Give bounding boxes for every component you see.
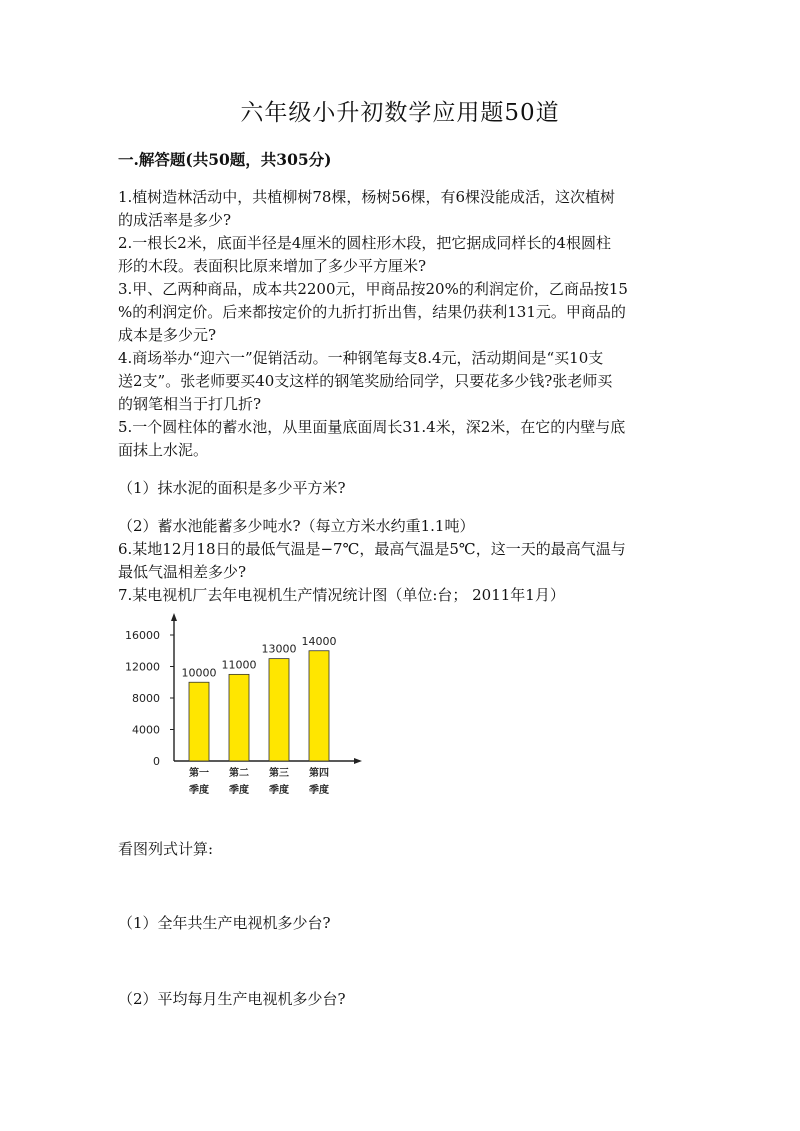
y-axis-arrow [171, 613, 177, 621]
y-tick-label: 0 [153, 755, 160, 768]
bar [269, 659, 289, 761]
question-line: 送2支”。张老师要买40支这样的钢笔奖励给同学，只要花多少钱?张老师买 [118, 372, 613, 390]
question-line: 5.一个圆柱体的蓄水池，从里面量底面周长31.4米，深2米，在它的内壁与底 [118, 418, 626, 436]
bar-data-label: 13000 [261, 642, 297, 656]
question-line: 成本是多少元? [118, 326, 217, 344]
y-tick-label: 4000 [132, 723, 160, 737]
x-category-label: 季度 [309, 785, 329, 796]
question-line: 3.甲、乙两种商品，成本共2200元，甲商品按20%的利润定价，乙商品按15 [118, 280, 628, 298]
bar-data-label: 11000 [221, 658, 257, 672]
q5-sub2: （2）蓄水池能蓄多少吨水?（每立方米水约重1.1吨） [118, 517, 475, 535]
question-line: 面抹上水泥。 [118, 441, 209, 459]
section-heading: 一.解答题(共50题，共305分) [118, 150, 332, 169]
question-line: 的钢笔相当于打几折? [118, 395, 262, 413]
x-category-label: 季度 [189, 785, 209, 796]
bar-data-label: 14000 [301, 634, 337, 648]
bar [229, 674, 249, 761]
bar-data-label: 10000 [181, 666, 217, 680]
x-category-label: 第一 [189, 768, 209, 779]
spacer [118, 462, 688, 477]
question-line: 6.某地12月18日的最低气温是−7℃，最高气温是5℃，这一天的最高气温与 [118, 540, 626, 558]
x-category-label: 第四 [309, 768, 329, 779]
question-line: %的利润定价。后来都按定价的九折打折出售，结果仍获利131元。甲商品的 [118, 303, 626, 321]
bar-chart [110, 605, 370, 805]
question-list [118, 186, 688, 607]
x-category-label: 季度 [229, 785, 249, 796]
q5-sub1: （1）抹水泥的面积是多少平方米? [118, 479, 346, 497]
x-category-label: 第三 [269, 768, 289, 779]
question-line: 的成活率是多少? [118, 211, 232, 229]
x-axis-arrow [354, 758, 362, 764]
spacer [118, 500, 688, 515]
y-tick-label: 16000 [125, 629, 160, 642]
question-line: 形的木段。表面积比原来增加了多少平方厘米? [118, 257, 427, 275]
question-line: 2.一根长2米，底面半径是4厘米的圆柱形木段，把它据成同样长的4根圆柱 [118, 234, 611, 252]
q7-sub1: （1）全年共生产电视机多少台? [118, 914, 331, 932]
x-category-label: 第二 [229, 768, 249, 779]
x-category-label: 季度 [269, 785, 289, 796]
y-tick-label: 8000 [132, 692, 160, 705]
bar [189, 682, 209, 761]
q7-sub2: （2）平均每月生产电视机多少台? [118, 990, 346, 1008]
bar-chart-svg [110, 605, 370, 805]
bar [309, 651, 329, 761]
page-title: 六年级小升初数学应用题50道 [240, 100, 560, 126]
question-line: 4.商场举办“迎六一”促销活动。一种钢笔每支8.4元，活动期间是“买10支 [118, 349, 604, 367]
question-line: 7.某电视机厂去年电视机生产情况统计图（单位:台； 2011年1月） [118, 586, 565, 604]
y-tick-label: 12000 [125, 660, 160, 674]
question-line: 最低气温相差多少? [118, 563, 247, 581]
q7-prompt: 看图列式计算: [118, 840, 214, 858]
question-line: 1.植树造林活动中，共植柳树78棵，杨树56棵，有6棵没能成活，这次植树 [118, 188, 616, 206]
